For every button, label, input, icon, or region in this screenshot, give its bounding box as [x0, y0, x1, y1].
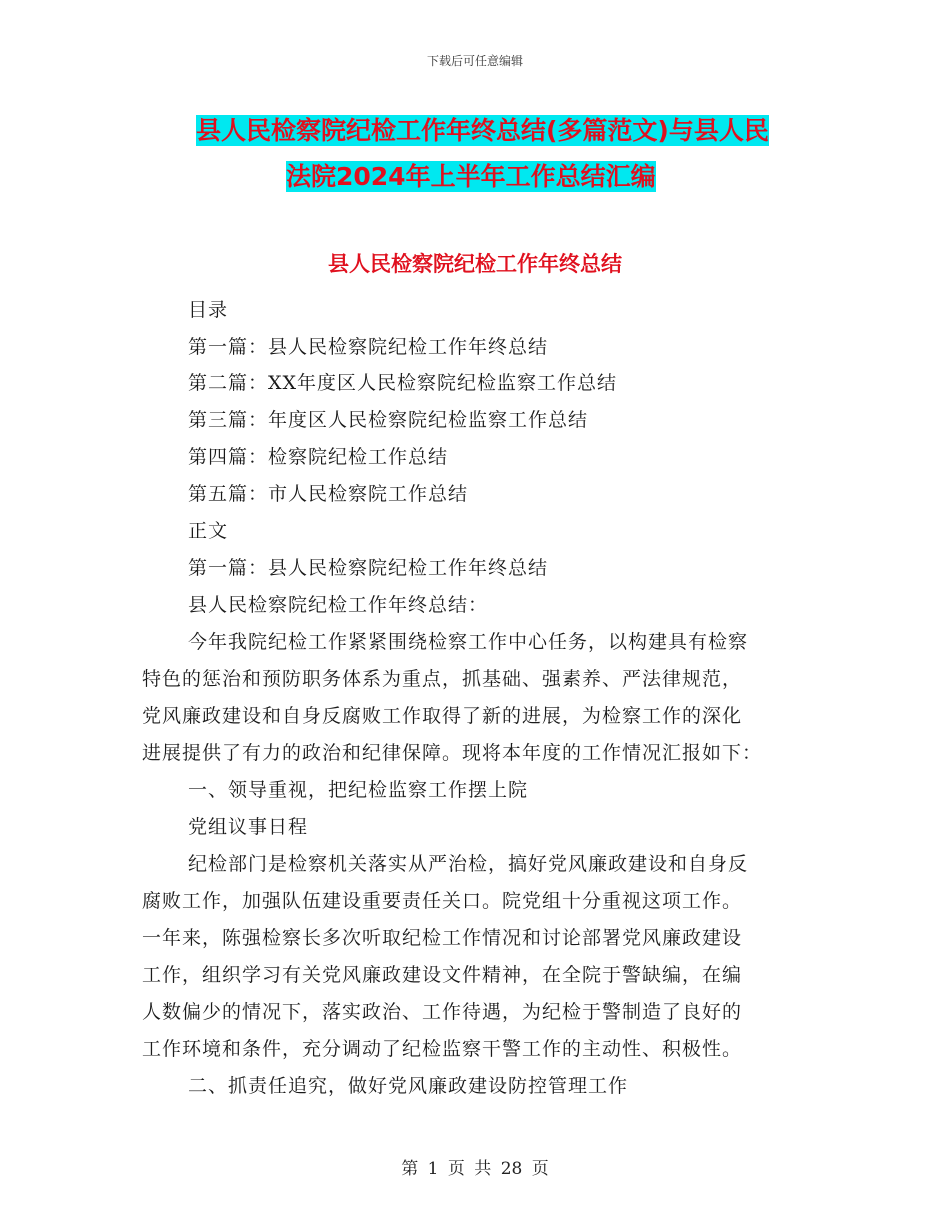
body-line: 今年我院纪检工作紧紧围绕检察工作中心任务，以构建具有检察 [188, 631, 749, 653]
section-title: 县人民检察院纪检工作年终总结 [328, 252, 622, 276]
body-line: 工作，组织学习有关党风廉政建设文件精神，在全院于警缺编，在编 [142, 964, 743, 986]
document-title-line-1: 县人民检察院纪检工作年终总结(多篇范文)与县人民 [196, 116, 769, 145]
body-line: 党组议事日程 [188, 816, 309, 838]
toc-item: 第二篇：XX年度区人民检察院纪检监察工作总结 [188, 372, 618, 394]
body-line: 一年来，陈强检察长多次听取纪检工作情况和讨论部署党风廉政建设 [142, 927, 743, 949]
header-note: 下载后可任意编辑 [426, 54, 523, 68]
toc-item: 第三篇：年度区人民检察院纪检监察工作总结 [188, 409, 589, 431]
body-line: 特色的惩治和预防职务体系为重点，抓基础、强素养、严法律规范， [142, 668, 743, 690]
body-line: 一、领导重视，把纪检监察工作摆上院 [188, 779, 529, 801]
document-title [190, 108, 810, 200]
toc-heading: 目录 [188, 299, 229, 321]
document-title-line-2: 法院2024年上半年工作总结汇编 [286, 162, 656, 191]
body-line: 二、抓责任追究，做好党风廉政建设防控管理工作 [188, 1075, 629, 1097]
toc-item: 第四篇：检察院纪检工作总结 [188, 446, 449, 468]
toc-item: 第五篇：市人民检察院工作总结 [188, 483, 469, 505]
body-line: 人数偏少的情况下，落实政治、工作待遇，为纪检于警制造了良好的 [142, 1001, 743, 1023]
body-line: 县人民检察院纪检工作年终总结： [188, 594, 489, 616]
page-footer: 第 1 页 共 28 页 [401, 1159, 549, 1179]
body-line: 进展提供了有力的政治和纪律保障。现将本年度的工作情况汇报如下： [142, 742, 763, 764]
toc-item: 第一篇：县人民检察院纪检工作年终总结 [188, 336, 549, 358]
body-line: 第一篇：县人民检察院纪检工作年终总结 [188, 557, 549, 579]
body-line: 腐败工作，加强队伍建设重要责任关口。院党组十分重视这项工作。 [142, 890, 743, 912]
body-line: 党风廉政建设和自身反腐败工作取得了新的进展，为检察工作的深化 [142, 705, 743, 727]
body-heading: 正文 [188, 520, 229, 542]
body-line: 纪检部门是检察机关落实从严治检，搞好党风廉政建设和自身反 [188, 853, 749, 875]
body-line: 工作环境和条件，充分调动了纪检监察干警工作的主动性、积极性。 [142, 1038, 743, 1060]
